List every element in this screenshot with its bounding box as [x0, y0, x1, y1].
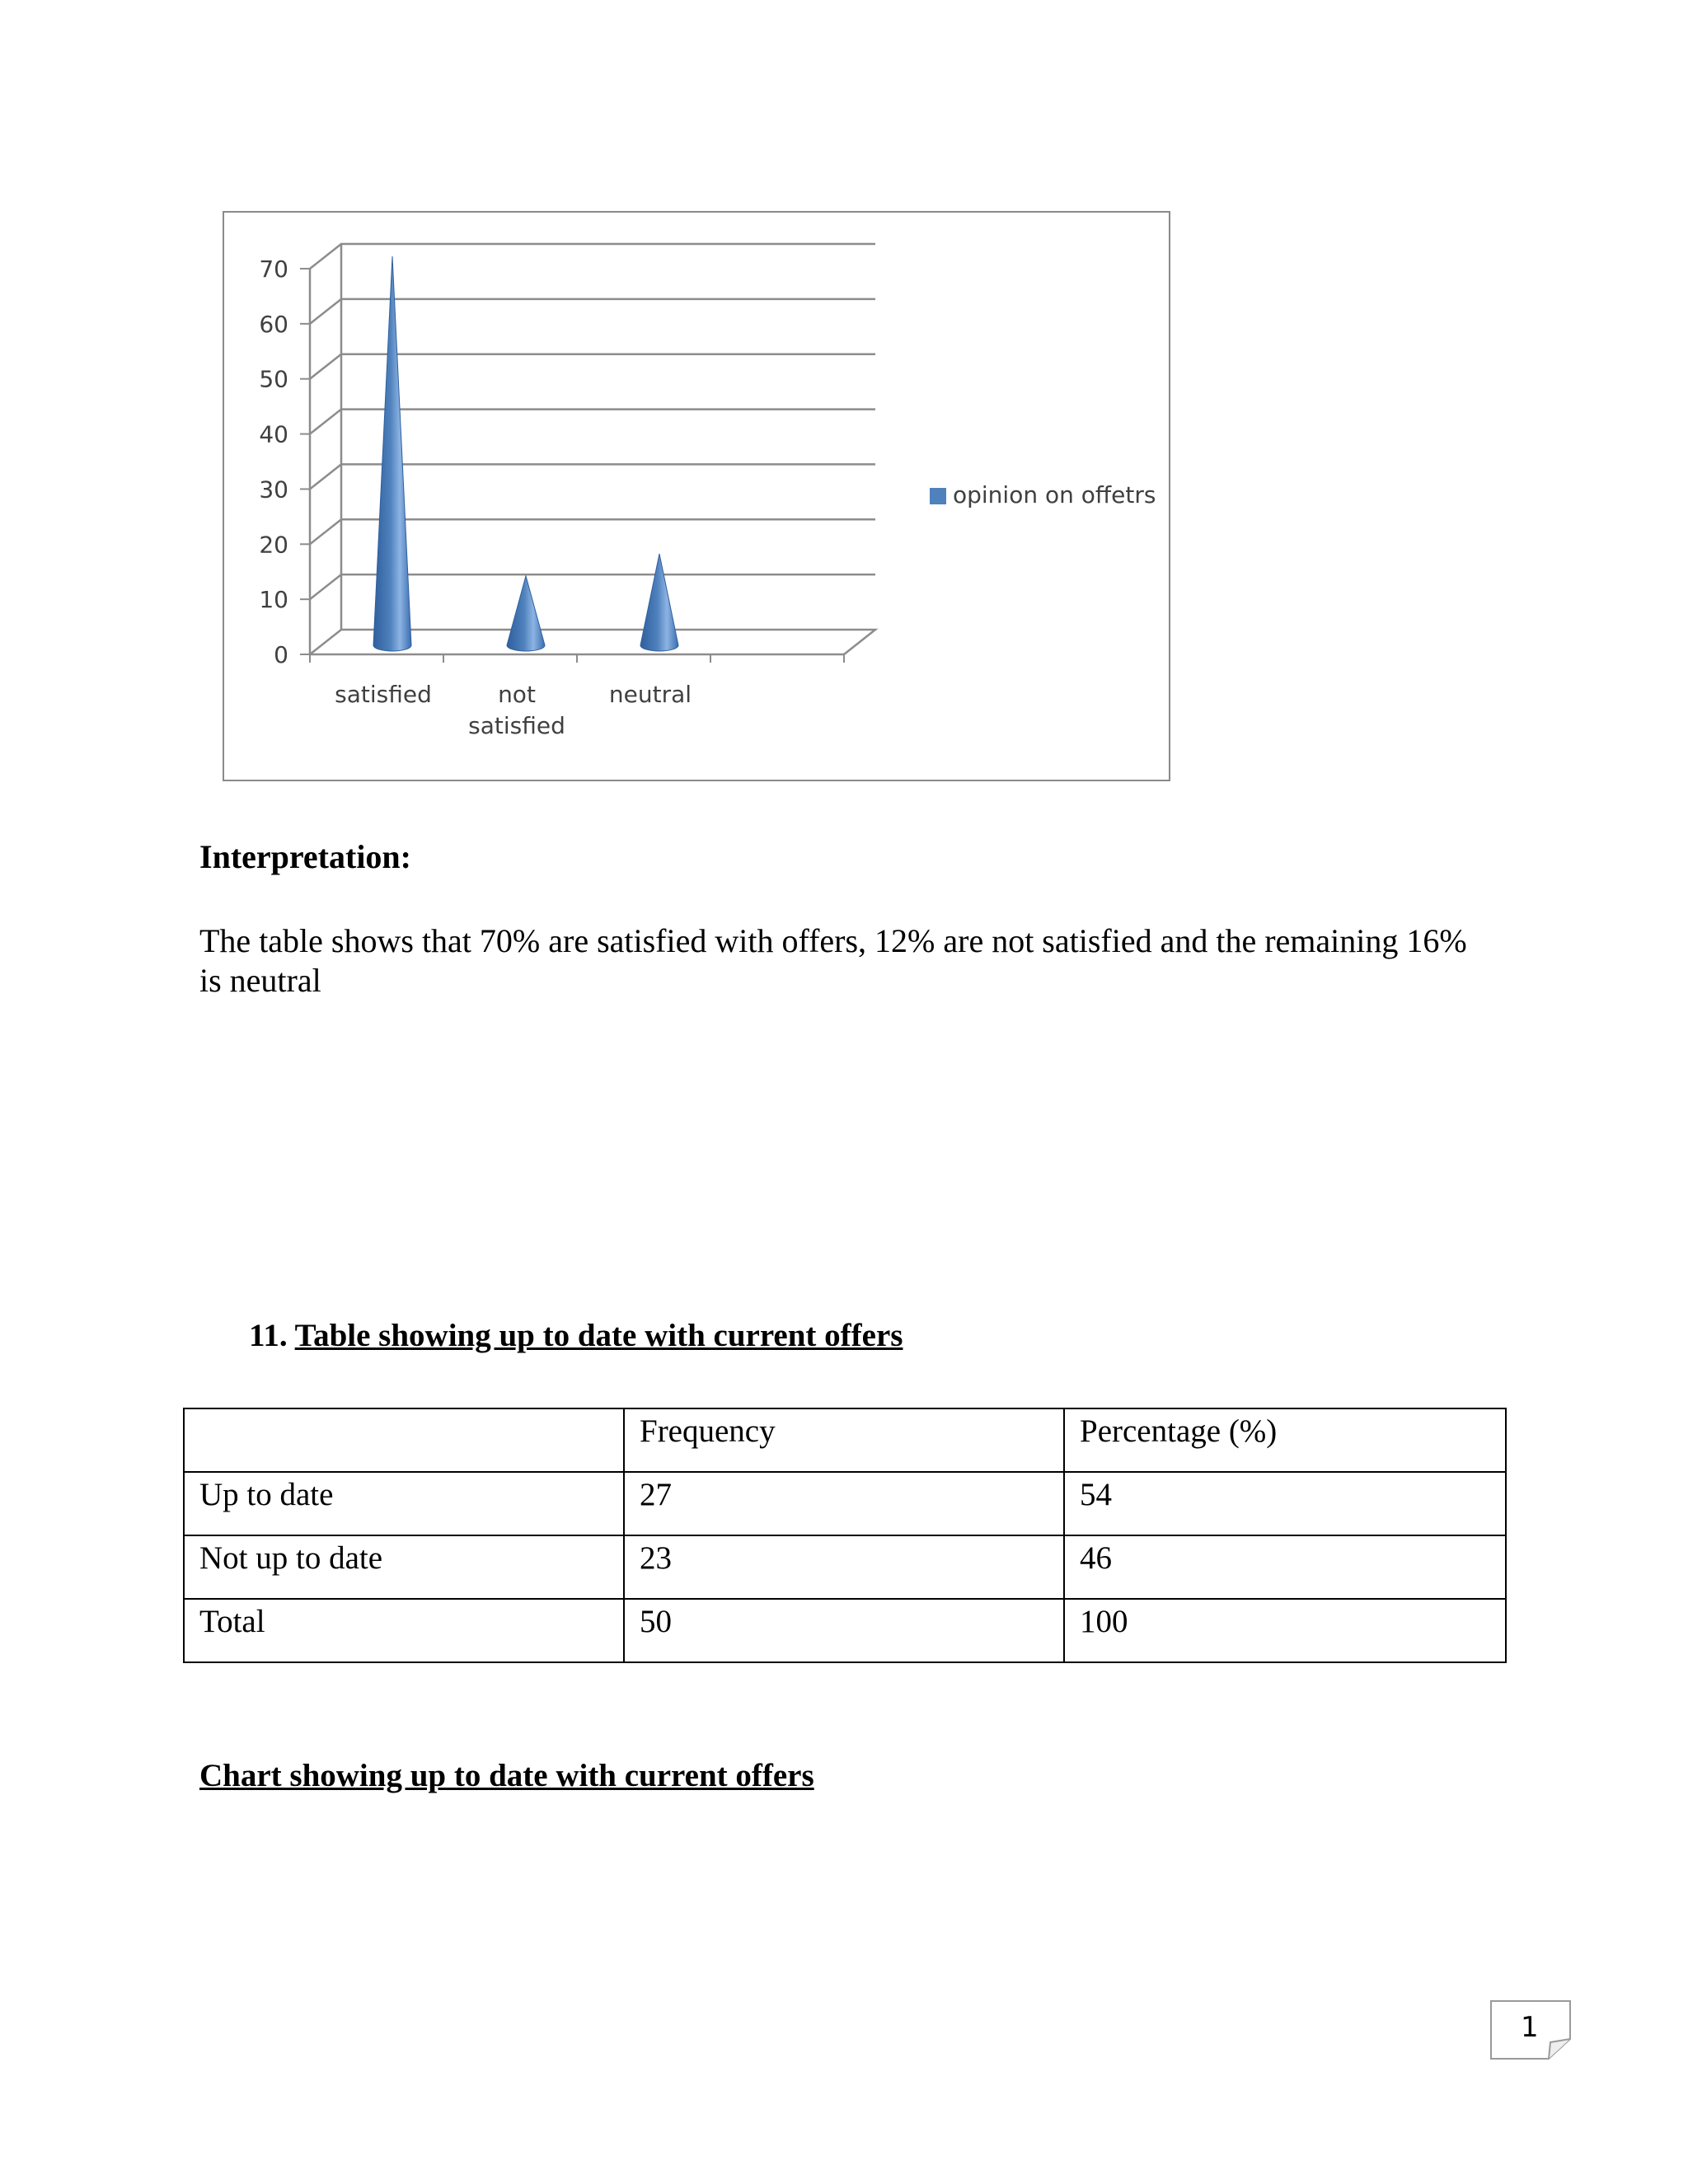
- row-percentage: 100: [1064, 1599, 1506, 1662]
- row-percentage: 54: [1064, 1472, 1506, 1535]
- interpretation-heading: Interpretation:: [199, 838, 411, 875]
- y-tick-label: 0: [274, 641, 288, 668]
- cone-bar: [507, 576, 545, 651]
- y-tick-label: 70: [259, 255, 288, 283]
- row-frequency: 27: [624, 1472, 1064, 1535]
- row-frequency: 50: [624, 1599, 1064, 1662]
- legend-swatch: [930, 488, 946, 504]
- cone-bar: [640, 554, 678, 651]
- cone-bar: [373, 256, 411, 651]
- header-cell-empty: [184, 1408, 624, 1472]
- y-tick-label: 10: [259, 586, 288, 614]
- legend-label: opinion on offetrs: [953, 481, 1156, 509]
- table-row: [184, 1472, 1506, 1535]
- y-tick-label: 40: [259, 420, 288, 448]
- row-frequency: 23: [624, 1535, 1064, 1599]
- y-tick-label: 30: [259, 476, 288, 504]
- row-percentage: 46: [1064, 1535, 1506, 1599]
- offers-table: [183, 1408, 1507, 1663]
- row-label: Total: [184, 1599, 624, 1662]
- header-cell-percentage: Percentage (%): [1064, 1408, 1506, 1472]
- x-tick-label: satisfied: [468, 712, 565, 739]
- x-tick-label: not: [498, 681, 536, 708]
- x-tick-label: neutral: [608, 681, 692, 708]
- header-cell-frequency: Frequency: [624, 1408, 1064, 1472]
- chart-svg: [224, 213, 1169, 780]
- table-row: [184, 1599, 1506, 1662]
- gridline: [310, 244, 875, 269]
- y-tick-label: 50: [259, 365, 288, 393]
- y-tick-label: 60: [259, 310, 288, 338]
- page-number-box: [1489, 1999, 1572, 2060]
- table-header-row: [184, 1408, 1506, 1472]
- page-number: 1: [1521, 2011, 1539, 2044]
- interpretation-text: The table shows that 70% are satisfied with offers, 12% are not satisfied and the remaining 16% is neutral: [199, 922, 1467, 999]
- cone-chart: [223, 211, 1170, 781]
- row-label: Up to date: [184, 1472, 624, 1535]
- x-tick-label: satisfied: [335, 681, 432, 708]
- table-row: [184, 1535, 1506, 1599]
- table-number: 11.: [249, 1318, 288, 1353]
- table-title: [249, 1317, 903, 1354]
- row-label: Not up to date: [184, 1535, 624, 1599]
- y-tick-label: 20: [259, 531, 288, 559]
- chart-caption: Chart showing up to date with current offers: [199, 1758, 814, 1793]
- table-title-text: Table showing up to date with current offers: [294, 1318, 903, 1353]
